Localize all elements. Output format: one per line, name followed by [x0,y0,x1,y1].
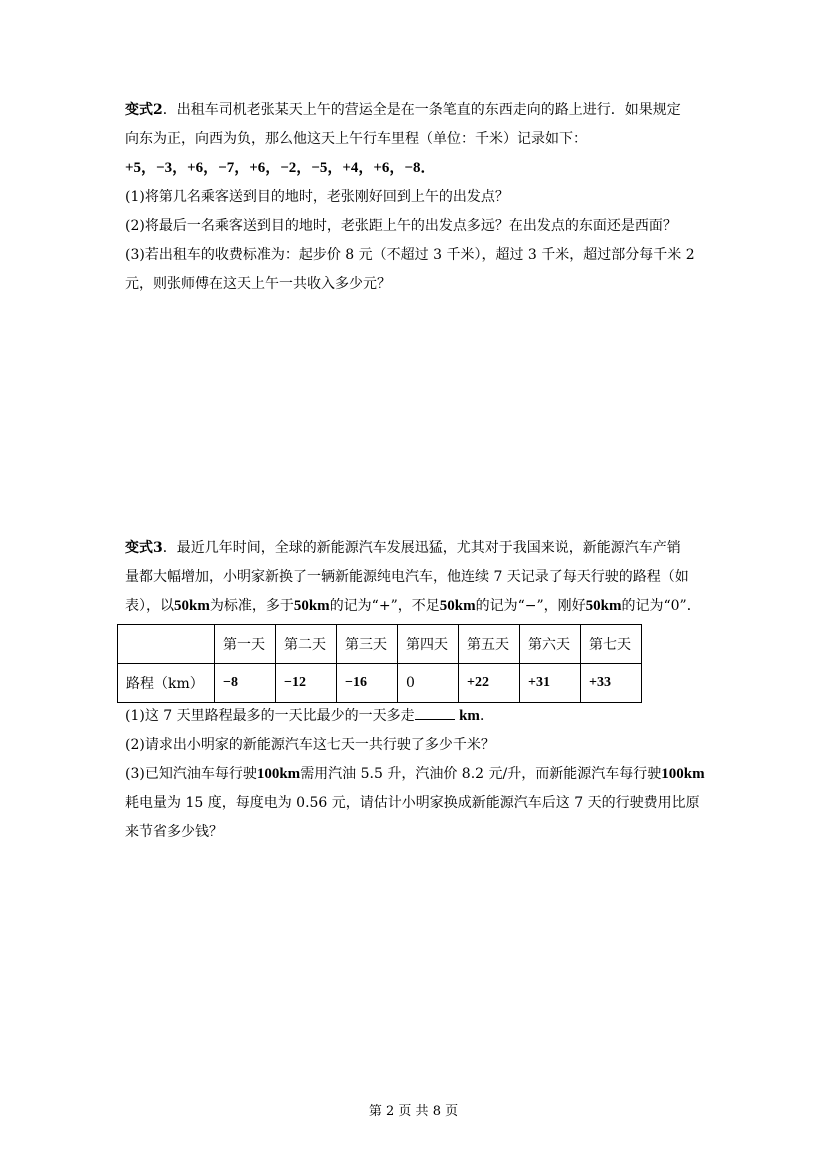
standard-distance: 50km [585,598,622,614]
standard-distance: 50km [174,598,210,614]
ex3-text: 的记为“−”，刚好 [475,598,586,614]
ex3-label: 变式3 [125,540,163,556]
table-header-cell: 第四天 [398,625,459,664]
ex2-intro-text-1: ．出租车司机老张某天上午的营运全是在一条笔直的东西走向的路上进行．如果规定 [162,102,681,118]
ex2-records: +5，−3，+6，−7，+6，−2，−5，+4，+6，−8． [125,160,436,176]
table-cell: 0 [398,664,459,703]
ex2-label: 变式2 [125,102,163,118]
table-header-cell: 第六天 [520,625,581,664]
ex3-text: 表），以 [125,598,174,614]
ex2-intro-line-2: 向东为正，向西为负，那么他这天上午行车里程（单位：千米）记录如下： [125,131,587,147]
ex3-question-3-line-1 [125,760,705,789]
ex3-question-3-line-2: 耗电量为 15 度，每度电为 0.56 元，请估计小明家换成新能源汽车后这 7 天的行驶费用比原 [125,795,700,811]
ex3-text: 的记为“0”． [621,598,701,614]
answer-blank[interactable] [415,705,455,720]
table-cell: +33 [581,664,642,703]
page-footer: 第 2 页 共 8 页 [368,1104,459,1119]
ex3-q1-unit: km [459,708,480,724]
distance-100km: 100km [256,766,301,782]
ex3-q3-text: (3)已知汽油车每行驶 [125,766,257,782]
table-header-cell: 第二天 [276,625,337,664]
table-header-cell: 第五天 [459,625,520,664]
table-header-cell: 第七天 [581,625,642,664]
ex3-intro-text-1: ．最近几年时间，全球的新能源汽车发展迅猛，尤其对于我国来说，新能源汽车产销 [162,540,681,556]
table-cell: −8 [215,664,276,703]
standard-distance: 50km [439,598,476,614]
table-cell: −12 [276,664,337,703]
table-row [118,664,642,703]
ex2-question-3-line-2: 元，则张师傅在这天上午一共收入多少元？ [125,276,391,292]
exercise-3-questions [125,702,705,847]
table-cell: +31 [520,664,581,703]
ex2-question-1: (1)将第几名乘客送到目的地时，老张刚好回到上午的出发点？ [125,189,509,205]
table-header-row [118,625,642,664]
ex3-text: 的记为“+”，不足 [329,598,440,614]
ex3-q1-text: (1)这 7 天里路程最多的一天比最少的一天多走 [125,708,415,724]
table-header-cell: 第一天 [215,625,276,664]
ex3-intro-line-1 [125,534,705,563]
exercise-2 [125,96,705,299]
ex2-question-3-line-1: (3)若出租车的收费标准为：起步价 8 元（不超过 3 千米），超过 3 千米，超过部分每千米 2 [125,247,695,263]
ex3-question-1 [125,702,705,731]
standard-distance: 50km [293,598,330,614]
table-header-cell: 第三天 [337,625,398,664]
distance-100km: 100km [661,766,705,782]
table-header-cell [118,625,215,664]
ex2-intro-line-1 [125,96,705,125]
ex3-question-2: (2)请求出小明家的新能源汽车这七天一共行驶了多少千米？ [125,737,495,753]
ex3-intro-line-2: 量都大幅增加，小明家新换了一辆新能源纯电汽车，他连续 7 天记录了每天行驶的路程（如 [125,569,689,585]
ex3-intro-line-3 [125,592,705,621]
ex3-question-3-line-3: 来节省多少钱？ [125,824,223,840]
exercise-3 [125,534,705,621]
ex3-q3-text: 需用汽油 5.5 升，汽油价 8.2 元/升，而新能源汽车每行驶 [300,766,662,782]
ex2-question-2: (2)将最后一名乘客送到目的地时，老张距上午的出发点多远？在出发点的东面还是西面？ [125,218,677,234]
table-row-label: 路程（km） [118,664,215,703]
ex3-q1-end: ． [479,708,494,724]
mileage-table [117,624,642,703]
ex3-text: 为标准，多于 [209,598,294,614]
table-cell: +22 [459,664,520,703]
table-cell: −16 [337,664,398,703]
